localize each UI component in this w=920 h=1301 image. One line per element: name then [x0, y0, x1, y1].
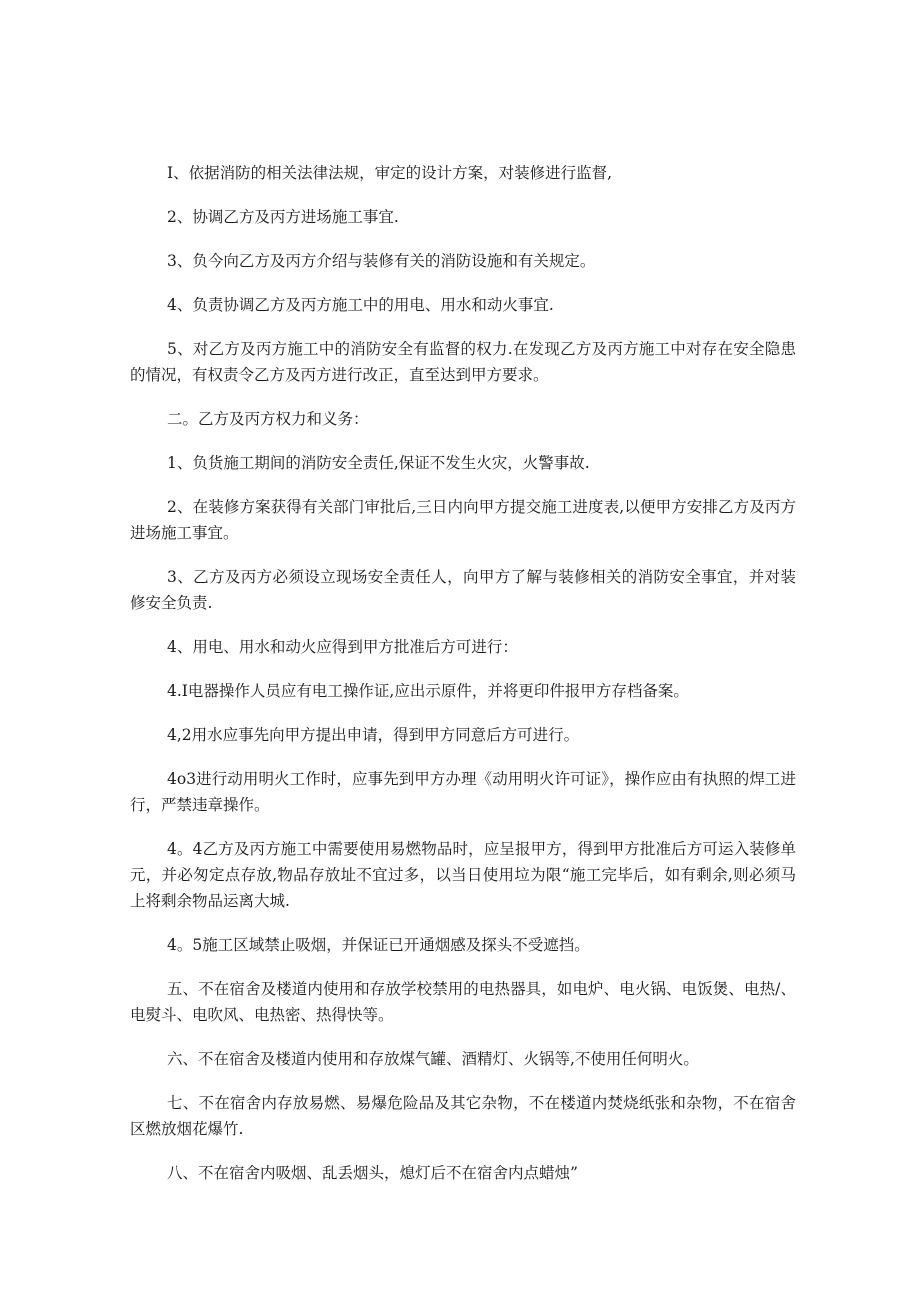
paragraph-3: 3、负今向乙方及丙方介绍与装修有关的消防设施和有关规定。: [167, 252, 596, 270]
paragraph-7: 1、负货施工期间的消防安全责任,保证不发生火灾，火警事故.: [167, 454, 590, 472]
paragraph-12: 4,2用水应事先向甲方提出申请，得到甲方同意后方可进行。: [167, 726, 580, 744]
paragraph-1: I、依据消防的相关法律法规，审定的设计方案，对装修进行监督,: [167, 164, 613, 182]
paragraph-19: 八、不在宿舍内吸烟、乱丢烟头，熄灯后不在宿舍内点蜡烛”: [167, 1164, 578, 1182]
paragraph-15: 4。5施工区域禁止吸烟，并保证已开通烟感及探头不受遮挡。: [167, 936, 590, 954]
paragraph-11: 4.I电器操作人员应有电工操作证,应出示原件，并将更印件报甲方存档备案。: [167, 682, 689, 700]
paragraph-9: 3、乙方及丙方必须设立现场安全责任人，向甲方了解与装修相关的消防安全事宜，并对装修安全负责.: [130, 568, 796, 612]
paragraph-4: 4、负责协调乙方及丙方施工中的用电、用水和动火事宜.: [167, 296, 554, 314]
paragraph-2: 2、协调乙方及丙方进场施工事宜.: [167, 208, 399, 226]
document-body: [130, 160, 796, 1204]
paragraph-5: 5、对乙方及丙方施工中的消防安全有监督的权力.在发现乙方及丙方施工中对存在安全隐患的情况，有权责令乙方及丙方进行改正，直至达到甲方要求。: [130, 340, 796, 384]
paragraph-17: 六、不在宿舍及楼道内使用和存放煤气罐、酒精灯、火锅等,不使用任何明火。: [167, 1050, 699, 1068]
paragraph-10: 4、用电、用水和动火应得到甲方批准后方可进行：: [167, 638, 518, 656]
paragraph-18: 七、不在宿舍内存放易燃、易爆危险品及其它杂物，不在楼道内焚烧纸张和杂物，不在宿舍区燃放烟花爆竹.: [130, 1094, 796, 1138]
section-heading-2: 二。乙方及丙方权力和义务：: [167, 410, 369, 428]
paragraph-13: 4o3进行动用明火工作时，应事先到甲方办理《动用明火许可证》，操作应由有执照的焊工进行，严禁违章操作。: [130, 770, 796, 814]
paragraph-8: 2、在装修方案获得有关部门审批后,三日内向甲方提交施工进度表,以便甲方安排乙方及丙方进场施工事宜。: [130, 498, 796, 542]
paragraph-14: 4。4乙方及丙方施工中需要使用易燃物品时，应呈报甲方，得到甲方批准后方可运入装修单元，并必匆定点存放,物品存放址不宜过多，以当日使用垃为限“施工完毕后，如有剩余,则必须马上将剩余物品运离大城.: [130, 840, 796, 910]
paragraph-16: 五、不在宿舍及楼道内使用和存放学校禁用的电热器具，如电炉、电火锅、电饭煲、电热/、电熨斗、电吹风、电热密、热得快等。: [130, 980, 796, 1024]
